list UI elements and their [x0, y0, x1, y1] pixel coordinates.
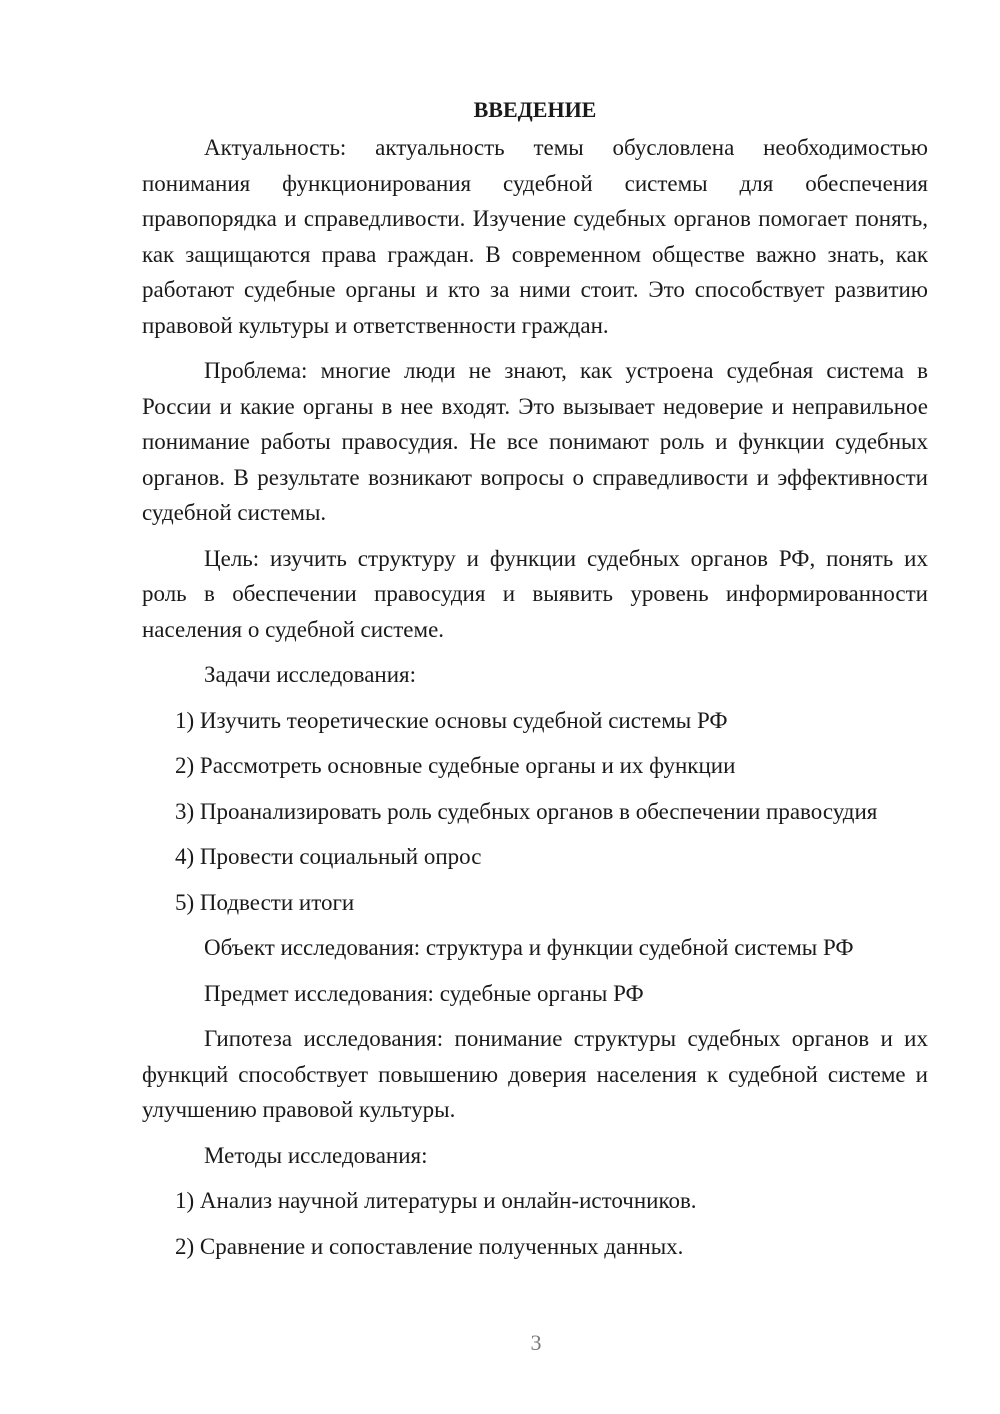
page-number: 3: [530, 1330, 542, 1355]
goal-paragraph: Цель: изучить структуру и функции судебных органов РФ, понять их роль в обеспечении правосудия и выявить уровень информированности населения о судебной системе.: [142, 545, 928, 642]
task-item-2: 2) Рассмотреть основные судебные органы и их функции: [175, 753, 736, 778]
methods-heading: Методы исследования:: [204, 1142, 428, 1168]
task-item-1: 1) Изучить теоретические основы судебной системы РФ: [175, 707, 728, 733]
task-item-5: 5) Подвести итоги: [175, 889, 355, 915]
hypothesis-paragraph: Гипотеза исследования: понимание структуры судебных органов и их функций способствует повышению доверия населения к судебной системе и улучшению правовой культуры.: [142, 1026, 928, 1122]
method-item-2: 2) Сравнение и сопоставление полученных данных.: [175, 1233, 684, 1259]
task-item-3: 3) Проанализировать роль судебных органов в обеспечении правосудия: [175, 798, 878, 824]
relevance-paragraph: Актуальность: актуальность темы обусловлена необходимостью понимания функционирования судебной системы для обеспечения правопорядка и справедливости. Изучение судебных органов помогает понять, как защищаются права граждан. В современном обществе важно знать, как работают судебные органы и кто за ними стоит. Это способствует развитию правовой культуры и ответственности граждан.: [142, 135, 928, 338]
research-subject: Предмет исследования: судебные органы РФ: [204, 980, 644, 1006]
research-object: Объект исследования: структура и функции судебной системы РФ: [204, 935, 854, 960]
tasks-heading: Задачи исследования:: [204, 662, 417, 687]
document-page: [142, 92, 928, 1274]
task-item-4: 4) Провести социальный опрос: [175, 844, 482, 869]
problem-paragraph: Проблема: многие люди не знают, как устроена судебная система в России и какие органы в нее входят. Это вызывает недоверие и неправильное понимание работы правосудия. Не все понимают роль и функции судебных органов. В результате возникают вопросы о справедливости и эффективности судебной системы.: [142, 358, 928, 525]
method-item-1: 1) Анализ научной литературы и онлайн-источников.: [175, 1188, 697, 1213]
page-title: ВВЕДЕНИЕ: [473, 97, 597, 122]
